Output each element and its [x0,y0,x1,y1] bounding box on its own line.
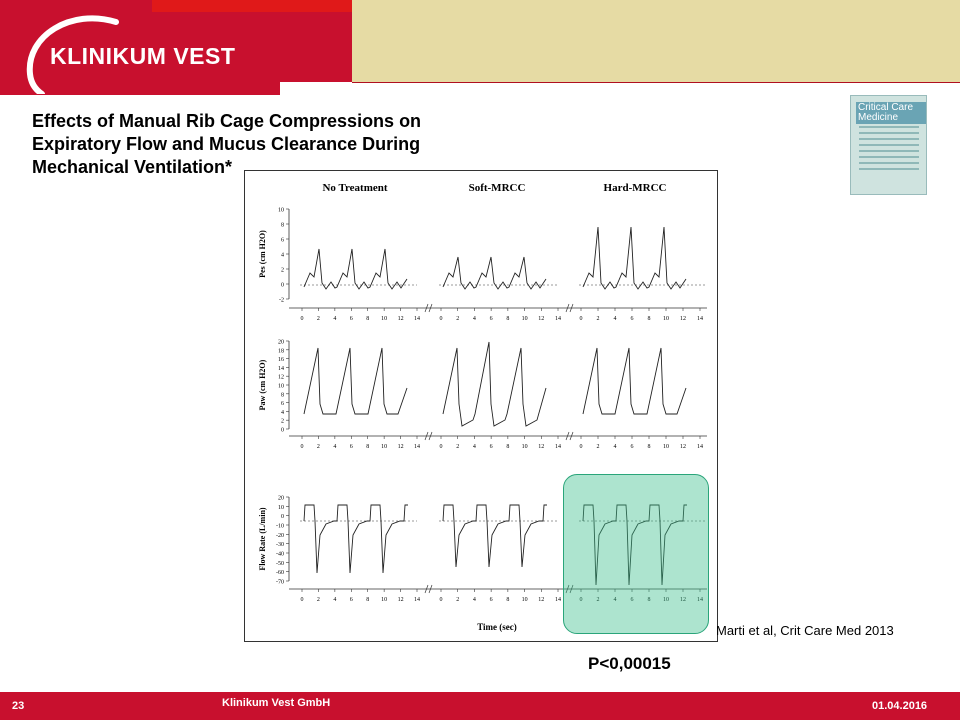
y-tick-label: 18 [278,348,284,355]
x-tick-label: 4 [613,316,617,322]
footer-bar [0,692,960,720]
paw-trace [443,342,546,426]
x-tick-label: 8 [647,316,651,322]
x-tick-label: 8 [506,316,510,322]
x-tick-label: 6 [630,444,634,450]
logo-text[interactable]: KLINIKUM VEST [50,43,236,69]
x-tick-label: 0 [439,444,443,450]
x-tick-label: 0 [579,444,583,450]
y-tick-label: -30 [276,542,284,549]
x-tick-label: 2 [316,597,320,603]
x-tick-label: 10 [521,444,528,450]
x-tick-label: 4 [472,316,476,322]
x-tick-label: 10 [663,316,669,322]
x-tick-label: 12 [680,444,686,450]
x-tick-label: 6 [349,597,353,603]
pes-trace [443,257,546,289]
y-tick-label: 20 [278,495,284,502]
paw-trace [304,348,407,414]
p-value: P<0,00015 [588,654,671,673]
x-tick-label: 0 [300,597,304,603]
x-tick-label: 4 [472,444,476,450]
x-axis-label: Time (sec) [477,622,517,632]
x-tick-label: 10 [521,316,528,322]
x-tick-label: 4 [472,597,476,603]
x-tick-label: 8 [366,316,370,322]
y-tick-label: 10 [278,504,284,511]
y-tick-label: -2 [279,297,284,304]
header-divider [352,82,960,83]
y-tick-label: 2 [281,267,284,274]
x-tick-label: 4 [333,597,337,603]
y-tick-label: 6 [281,401,284,408]
journal-title: Critical Care Medicine [856,102,926,124]
column-header: Soft-MRCC [468,182,526,194]
x-tick-label: 4 [613,597,617,603]
x-tick-label: 14 [414,316,420,322]
x-tick-label: 10 [381,316,388,322]
y-tick-label: -60 [276,570,284,577]
y-tick-label: 4 [281,409,284,416]
x-tick-label: 6 [349,316,353,322]
x-tick-label: 0 [439,597,443,603]
y-tick-label: 8 [281,392,284,399]
y-tick-label: -20 [276,532,284,539]
x-tick-label: 12 [680,597,686,603]
x-tick-label: 10 [381,597,388,603]
x-tick-label: 2 [456,597,460,603]
x-tick-label: 8 [647,444,651,450]
x-tick-label: 6 [489,444,493,450]
x-tick-label: 12 [397,316,404,322]
x-tick-label: 8 [506,444,510,450]
x-tick-label: 12 [538,316,545,322]
x-tick-label: 14 [555,444,561,450]
highlight-box [563,474,709,634]
x-tick-label: 8 [506,597,510,603]
page-number: 23 [12,700,25,712]
x-tick-label: 0 [579,316,583,322]
x-tick-label: 12 [680,316,686,322]
pes-trace [583,227,686,289]
x-tick-label: 14 [555,316,561,322]
y-axis-label: Paw (cm H2O) [258,359,267,411]
x-tick-label: 4 [333,444,337,450]
y-tick-label: -10 [276,523,284,530]
footer-company: Klinikum Vest GmbH [222,697,331,709]
footer-date: 01.04.2016 [872,700,928,712]
x-tick-label: 2 [456,316,460,322]
x-tick-label: 8 [366,597,370,603]
y-axis-label: Pes (cm H2O) [258,230,267,278]
x-tick-label: 6 [489,316,493,322]
column-header: No Treatment [322,182,388,194]
x-tick-label: 2 [596,444,600,450]
x-tick-label: 10 [381,444,388,450]
y-tick-label: 10 [278,383,284,390]
y-tick-label: 8 [281,222,284,229]
y-tick-label: 4 [281,252,284,259]
y-tick-label: 12 [278,374,284,381]
x-tick-label: 14 [697,597,703,603]
x-tick-label: 6 [630,597,634,603]
journal-cover-image [850,95,927,195]
x-tick-label: 2 [316,444,320,450]
y-tick-label: 10 [278,207,284,214]
x-tick-label: 6 [630,316,634,322]
x-tick-label: 10 [663,444,669,450]
y-tick-label: 6 [281,237,284,244]
flow-trace [304,505,408,573]
x-tick-label: 0 [300,444,304,450]
x-tick-label: 2 [596,597,600,603]
x-tick-label: 8 [647,597,651,603]
x-tick-label: 0 [300,316,304,322]
x-tick-label: 14 [414,444,420,450]
y-axis-label: Flow Rate (L/min) [258,507,267,571]
y-tick-label: 16 [278,357,284,364]
y-tick-label: 2 [281,418,284,425]
y-tick-label: 14 [278,365,284,372]
header-accent-strip [152,0,352,12]
y-tick-label: -40 [276,551,284,558]
pes-trace [304,249,407,289]
flow-trace [443,505,547,567]
x-tick-label: 14 [555,597,561,603]
x-tick-label: 2 [316,316,320,322]
x-tick-label: 4 [613,444,617,450]
x-tick-label: 12 [397,597,404,603]
paw-trace [583,348,686,414]
x-tick-label: 12 [538,444,545,450]
header-tan-band [352,0,960,82]
x-tick-label: 2 [596,316,600,322]
x-tick-label: 14 [697,316,703,322]
x-tick-label: 10 [521,597,528,603]
x-tick-label: 12 [538,597,545,603]
citation: Marti et al, Crit Care Med 2013 [716,623,894,638]
x-tick-label: 0 [439,316,443,322]
column-header: Hard-MRCC [603,182,667,194]
y-tick-label: 0 [281,514,284,521]
x-tick-label: 8 [366,444,370,450]
x-tick-label: 14 [414,597,420,603]
y-tick-label: -70 [276,579,284,586]
x-tick-label: 12 [397,444,404,450]
y-tick-label: 20 [278,339,284,346]
y-tick-label: -50 [276,560,284,567]
y-tick-label: 0 [281,427,284,434]
slide-title: Effects of Manual Rib Cage Compressions on Expiratory Flow and Mucus Clearance During Mechanical Ventilation* [32,111,422,177]
x-tick-label: 0 [579,597,583,603]
x-tick-label: 10 [663,597,669,603]
x-tick-label: 6 [489,597,493,603]
x-tick-label: 14 [697,444,703,450]
y-tick-label: 0 [281,282,284,289]
x-tick-label: 2 [456,444,460,450]
x-tick-label: 4 [333,316,337,322]
x-tick-label: 6 [349,444,353,450]
